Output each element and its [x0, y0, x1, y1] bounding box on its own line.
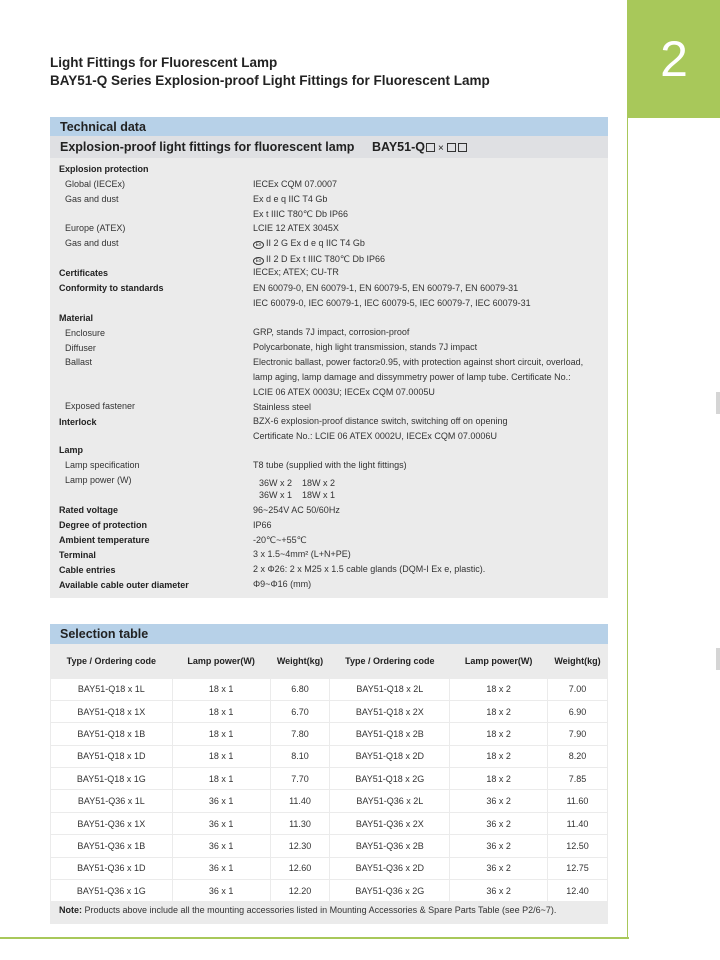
table-cell: BAY51-Q18 x 1G: [51, 768, 173, 790]
value-interlock-1: BZX-6 explosion-proof distance switch, switching off on opening: [253, 416, 508, 426]
value-iecex-gas: Ex d e q IIC T4 Gb: [253, 194, 328, 204]
value-enclosure: GRP, stands 7J impact, corrosion-proof: [253, 327, 410, 337]
table-row: [51, 857, 608, 879]
table-cell: 36 x 2: [450, 835, 548, 857]
placeholder-box-icon: [458, 143, 467, 152]
table-row: [51, 768, 608, 790]
table-cell: BAY51-Q18 x 1X: [51, 700, 173, 722]
note-label: Note:: [59, 905, 82, 915]
page-title-line1: Light Fittings for Fluorescent Lamp: [50, 55, 278, 70]
label-lamp: Lamp: [59, 445, 84, 455]
table-cell: 7.80: [270, 723, 330, 745]
label-certificates: Certificates: [59, 268, 109, 278]
table-cell: 36 x 2: [450, 857, 548, 879]
table-cell: 6.70: [270, 700, 330, 722]
value-atex-cert: LCIE 12 ATEX 3045X: [253, 223, 339, 233]
table-cell: 12.20: [270, 880, 330, 902]
subheading-text: Explosion-proof light fittings for fluorescent lamp: [60, 140, 355, 154]
column-header: Lamp power(W): [172, 644, 270, 678]
table-cell: BAY51-Q18 x 2X: [330, 700, 450, 722]
label-diffuser: Diffuser: [65, 343, 96, 353]
label-gas-dust: Gas and dust: [65, 238, 119, 248]
table-cell: 11.40: [548, 812, 608, 834]
technical-data-heading: Technical data: [50, 117, 608, 137]
value-degree-of-protection: IP66: [253, 520, 272, 530]
table-cell: 7.00: [548, 678, 608, 700]
table-cell: 18 x 2: [450, 745, 548, 767]
table-row: [51, 812, 608, 834]
table-cell: BAY51-Q36 x 2B: [330, 835, 450, 857]
value-ballast-2: lamp aging, lamp damage and dissymmetry power of lamp tube. Certificate No.:: [253, 372, 571, 382]
table-cell: 36 x 1: [172, 835, 270, 857]
table-cell: 7.85: [548, 768, 608, 790]
selection-table: [50, 644, 608, 902]
label-global-iecex: Global (IECEx): [65, 179, 126, 189]
table-cell: 18 x 2: [450, 700, 548, 722]
table-cell: 18 x 2: [450, 723, 548, 745]
atex-dust-text: II 2 D Ex t IIIC T80℃ Db IP66: [266, 254, 385, 264]
label-terminal: Terminal: [59, 550, 96, 560]
bottom-border: [0, 937, 629, 939]
table-cell: 36 x 1: [172, 790, 270, 812]
table-cell: 11.60: [548, 790, 608, 812]
table-cell: 7.70: [270, 768, 330, 790]
label-explosion-protection: Explosion protection: [59, 164, 149, 174]
table-cell: BAY51-Q36 x 1D: [51, 857, 173, 879]
value-atex-gas: [253, 238, 365, 249]
table-cell: 12.30: [270, 835, 330, 857]
value-iecex-cert: IECEx CQM 07.0007: [253, 179, 338, 189]
label-exposed-fastener: Exposed fastener: [65, 401, 136, 411]
table-cell: 18 x 1: [172, 745, 270, 767]
label-rated-voltage: Rated voltage: [59, 505, 119, 515]
page-edge-marker: [716, 648, 720, 670]
label-conformity: Conformity to standards: [59, 283, 164, 293]
table-row: [51, 880, 608, 902]
column-header: Weight(kg): [548, 644, 608, 678]
table-cell: 12.75: [548, 857, 608, 879]
times-sign: ×: [437, 143, 444, 154]
value-cable-diameter: Φ9~Φ16 (mm): [253, 579, 312, 589]
value-iecex-dust: Ex t IIIC T80℃ Db IP66: [253, 209, 348, 219]
table-cell: 18 x 2: [450, 768, 548, 790]
label-europe-atex: Europe (ATEX): [65, 223, 126, 233]
label-gas-dust: Gas and dust: [65, 194, 119, 204]
table-cell: 36 x 1: [172, 880, 270, 902]
selection-table-heading: Selection table: [50, 624, 608, 644]
value-lamp-power-1: 36W x 2 18W x 2: [259, 478, 336, 488]
table-cell: 8.10: [270, 745, 330, 767]
label-lamp-specification: Lamp specification: [65, 460, 140, 470]
value-interlock-2: Certificate No.: LCIE 06 ATEX 0002U, IECEx CQM 07.0006U: [253, 431, 497, 441]
value-certificates: IECEx; ATEX; CU-TR: [253, 267, 339, 277]
table-cell: BAY51-Q36 x 2D: [330, 857, 450, 879]
column-header: Lamp power(W): [450, 644, 548, 678]
table-cell: BAY51-Q18 x 1L: [51, 678, 173, 700]
table-cell: BAY51-Q36 x 1L: [51, 790, 173, 812]
page-title: [50, 54, 490, 90]
table-cell: 12.40: [548, 880, 608, 902]
label-ballast: Ballast: [65, 357, 93, 367]
table-cell: 36 x 2: [450, 812, 548, 834]
table-note: [59, 905, 556, 915]
table-cell: 18 x 1: [172, 700, 270, 722]
label-enclosure: Enclosure: [65, 328, 106, 338]
label-degree-of-protection: Degree of protection: [59, 520, 148, 530]
table-header-row: [51, 644, 608, 678]
table-cell: BAY51-Q36 x 2L: [330, 790, 450, 812]
table-cell: BAY51-Q18 x 2G: [330, 768, 450, 790]
label-ambient-temperature: Ambient temperature: [59, 535, 150, 545]
table-cell: BAY51-Q36 x 1X: [51, 812, 173, 834]
column-header: Type / Ordering code: [330, 644, 450, 678]
value-exposed-fastener: Stainless steel: [253, 402, 312, 412]
table-cell: 11.40: [270, 790, 330, 812]
table-cell: BAY51-Q18 x 1D: [51, 745, 173, 767]
table-cell: 36 x 1: [172, 812, 270, 834]
table-row: [51, 790, 608, 812]
table-cell: BAY51-Q36 x 2G: [330, 880, 450, 902]
value-lamp-power-2: 36W x 1 18W x 1: [259, 490, 336, 500]
column-header: Type / Ordering code: [51, 644, 173, 678]
table-cell: 6.90: [548, 700, 608, 722]
value-rated-voltage: 96~254V AC 50/60Hz: [253, 505, 340, 515]
note-text: Products above include all the mounting accessories listed in Mounting Accessories & Spare Parts Table (see P2/6~7).: [82, 905, 557, 915]
table-cell: BAY51-Q36 x 2X: [330, 812, 450, 834]
table-cell: 18 x 1: [172, 768, 270, 790]
table-cell: 36 x 2: [450, 880, 548, 902]
value-ballast-1: Electronic ballast, power factor≥0.95, with protection against short circuit, overload,: [253, 357, 584, 367]
ex-mark-icon: Ex: [253, 257, 264, 265]
table-cell: 8.20: [548, 745, 608, 767]
label-lamp-power: Lamp power (W): [65, 475, 132, 485]
value-cable-entries: 2 x Φ26: 2 x M25 x 1.5 cable glands (DQM-I Ex e, plastic).: [253, 564, 486, 574]
atex-gas-text: II 2 G Ex d e q IIC T4 Gb: [266, 238, 365, 248]
table-cell: 12.50: [548, 835, 608, 857]
page-edge-marker: [716, 392, 720, 414]
table-cell: 36 x 1: [172, 857, 270, 879]
value-terminal: 3 x 1.5~4mm² (L+N+PE): [253, 549, 351, 559]
table-cell: 18 x 1: [172, 723, 270, 745]
value-atex-dust: [253, 254, 385, 265]
table-cell: 11.30: [270, 812, 330, 834]
column-header: Weight(kg): [270, 644, 330, 678]
table-cell: 12.60: [270, 857, 330, 879]
table-cell: 6.80: [270, 678, 330, 700]
table-row: [51, 745, 608, 767]
table-cell: BAY51-Q36 x 1G: [51, 880, 173, 902]
label-interlock: Interlock: [59, 417, 97, 427]
table-row: [51, 835, 608, 857]
label-material: Material: [59, 313, 94, 323]
label-cable-diameter: Available cable outer diameter: [59, 580, 189, 590]
table-row: [51, 723, 608, 745]
table-cell: 18 x 1: [172, 678, 270, 700]
table-cell: BAY51-Q18 x 1B: [51, 723, 173, 745]
technical-data-subheading: [50, 136, 608, 158]
model-code: [372, 140, 468, 154]
table-row: [51, 678, 608, 700]
side-border: [627, 0, 628, 938]
placeholder-box-icon: [447, 143, 456, 152]
table-cell: 7.90: [548, 723, 608, 745]
value-conformity-en: EN 60079-0, EN 60079-1, EN 60079-5, EN 60079-7, EN 60079-31: [253, 283, 519, 293]
ex-mark-icon: Ex: [253, 241, 264, 249]
table-cell: BAY51-Q18 x 2L: [330, 678, 450, 700]
chapter-number-tab: 2: [628, 0, 720, 118]
value-conformity-iec: IEC 60079-0, IEC 60079-1, IEC 60079-5, IEC 60079-7, IEC 60079-31: [253, 298, 531, 308]
table-row: [51, 700, 608, 722]
table-cell: BAY51-Q18 x 2B: [330, 723, 450, 745]
value-diffuser: Polycarbonate, high light transmission, stands 7J impact: [253, 342, 478, 352]
model-prefix: BAY51-Q: [371, 140, 425, 154]
page-title-line2: BAY51-Q Series Explosion-proof Light Fittings for Fluorescent Lamp: [50, 73, 490, 88]
table-cell: 36 x 2: [450, 790, 548, 812]
label-cable-entries: Cable entries: [59, 565, 116, 575]
value-ballast-3: LCIE 06 ATEX 0003U; IECEx CQM 07.0005U: [253, 387, 435, 397]
table-cell: BAY51-Q18 x 2D: [330, 745, 450, 767]
value-ambient-temperature: -20℃~+55℃: [253, 535, 307, 545]
table-cell: 18 x 2: [450, 678, 548, 700]
placeholder-box-icon: [426, 143, 435, 152]
table-cell: BAY51-Q36 x 1B: [51, 835, 173, 857]
value-lamp-specification: T8 tube (supplied with the light fittings): [253, 460, 407, 470]
